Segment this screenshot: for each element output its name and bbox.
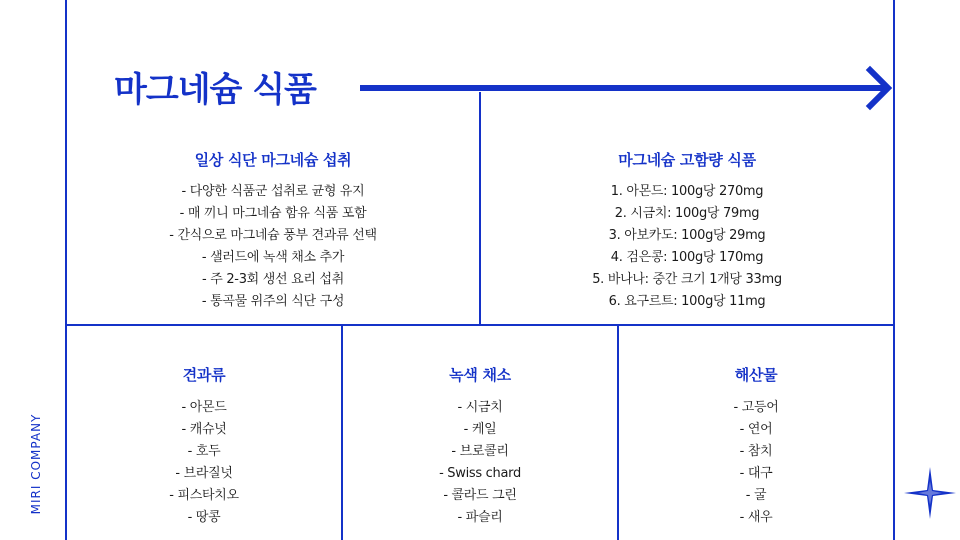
- list-item: - Swiss chard: [439, 466, 521, 481]
- list-item: - 고등어: [733, 400, 779, 415]
- nuts-heading: 견과류: [182, 366, 226, 384]
- list-item: - 땅콩: [187, 510, 221, 525]
- list-item: - 파슬리: [457, 510, 503, 525]
- list-item: - 호두: [187, 444, 221, 459]
- list-item: - 다양한 식품군 섭취로 균형 유지: [181, 184, 365, 199]
- list-item: 3. 아보카도: 100g당 29mg: [608, 228, 766, 243]
- list-item: - 브라질넛: [175, 466, 233, 481]
- seafood-panel: [619, 364, 893, 529]
- list-item: 5. 바나나: 중간 크기 1개당 33mg: [592, 272, 782, 287]
- list-item: - 피스타치오: [169, 488, 239, 503]
- seafood-list: [619, 397, 893, 529]
- greens-panel: [343, 364, 617, 529]
- list-item: - 아몬드: [181, 400, 227, 415]
- list-item: - 브로콜리: [451, 444, 509, 459]
- seafood-heading: 해산물: [734, 366, 778, 384]
- daily-intake-panel: [67, 149, 479, 313]
- greens-heading: 녹색 채소: [449, 366, 511, 384]
- list-item: 1. 아몬드: 100g당 270mg: [610, 184, 764, 199]
- nuts-list: [67, 397, 341, 529]
- company-name: MIRI COMPANY: [29, 413, 43, 515]
- list-item: - 대구: [739, 466, 773, 481]
- high-content-panel: [481, 149, 893, 313]
- list-item: - 케일: [463, 422, 497, 437]
- arrow-right-icon: [360, 64, 896, 112]
- list-item: - 굴: [745, 488, 767, 503]
- list-item: - 시금치: [457, 400, 503, 415]
- list-item: 4. 검은콩: 100g당 170mg: [610, 250, 764, 265]
- page-title: 마그네슘 식품: [114, 70, 316, 110]
- list-item: 6. 요구르트: 100g당 11mg: [608, 294, 766, 309]
- list-item: - 새우: [739, 510, 773, 525]
- list-item: 2. 시금치: 100g당 79mg: [614, 206, 760, 221]
- list-item: - 캐슈넛: [181, 422, 227, 437]
- list-item: - 연어: [739, 422, 773, 437]
- list-item: - 매 끼니 마그네슘 함유 식품 포함: [179, 206, 367, 221]
- list-item: - 간식으로 마그네슘 풍부 견과류 선택: [169, 228, 377, 243]
- sparkle-icon: [904, 467, 956, 519]
- high-content-list: [481, 181, 893, 313]
- list-item: - 주 2-3회 생선 요리 섭취: [202, 272, 344, 287]
- daily-intake-list: [67, 181, 479, 313]
- list-item: - 콜라드 그린: [443, 488, 517, 503]
- nuts-panel: [67, 364, 341, 529]
- list-item: - 참치: [739, 444, 773, 459]
- greens-list: [343, 397, 617, 529]
- daily-intake-heading: 일상 식단 마그네슘 섭취: [194, 151, 352, 169]
- list-item: - 샐러드에 녹색 채소 추가: [201, 250, 345, 265]
- list-item: - 통곡물 위주의 식단 구성: [201, 294, 345, 309]
- high-content-heading: 마그네슘 고함량 식품: [618, 151, 756, 169]
